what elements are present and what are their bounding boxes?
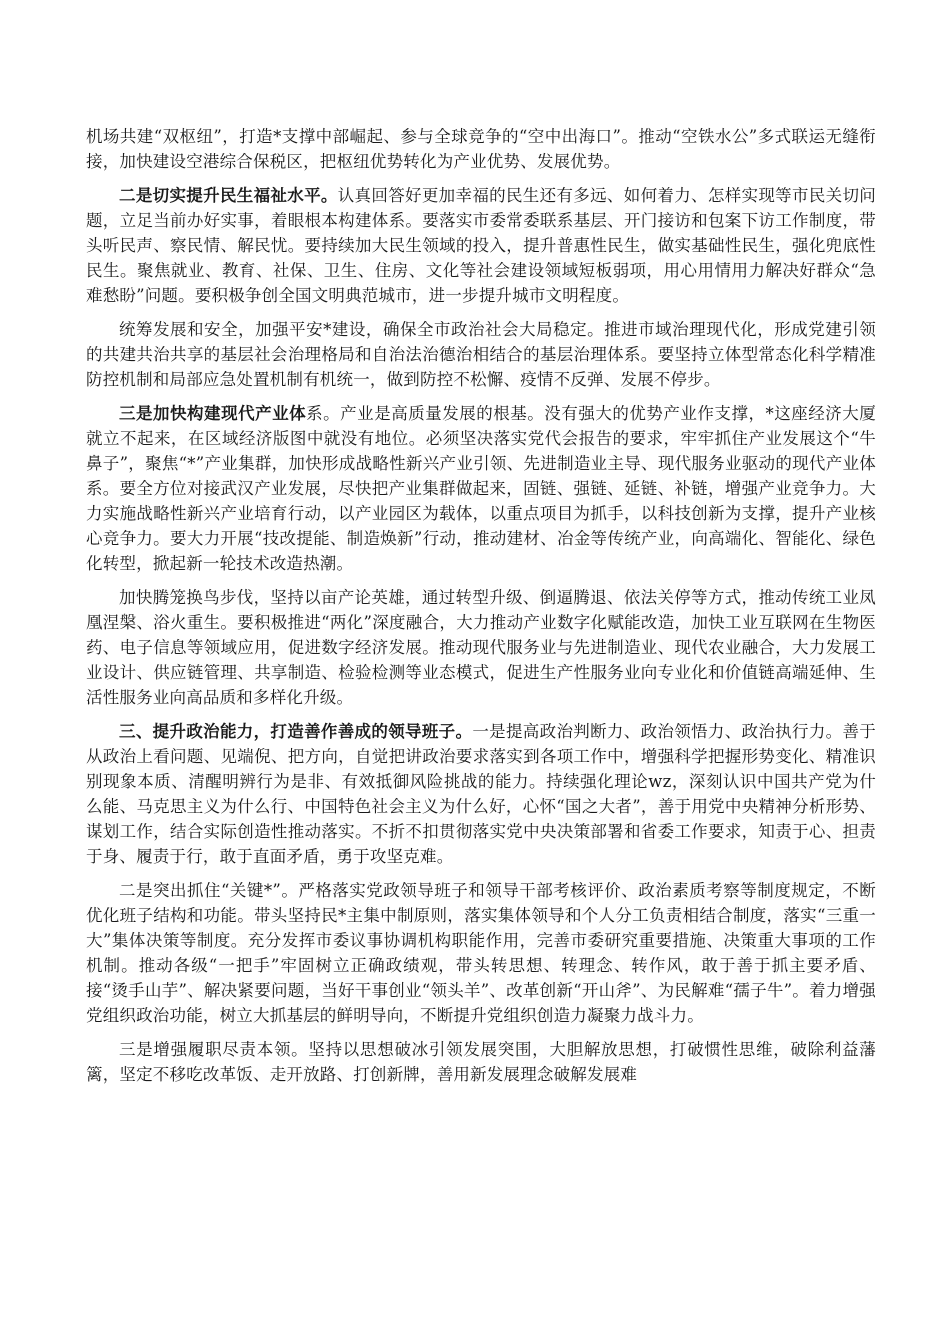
paragraph-6-body: 一是提高政治判断力、政治领悟力、政治执行力。善于从政治上看问题、见端倪、把方向，自觉把讲政治要求落实到各项工作中，增强科学把握形势变化、精准识别现象本质、清醒明辨行为是非、有效抵御风险挑战的能力。持续强化理论wz，深刻认识中国共产党为什么能、马克思主义为什么行、中国特色社会主义为什么好，心怀“国之大者”，善于用党中央精神分析形势、谋划工作，结合实际创造性推动落实。不折不扣贯彻落实党中央决策部署和省委工作要求，知责于心、担责于身、履责于行，敢于直面矛盾，勇于攻坚克难。 bbox=[86, 722, 876, 866]
paragraph-1 bbox=[86, 124, 876, 174]
paragraph-8-body: 三是增强履职尽责本领。坚持以思想破冰引领发展突围，大胆解放思想，打破惯性思维，破除利益藩篱，坚定不移吃改革饭、走开放路、打创新牌，善用新发展理念破解发展难 bbox=[86, 1040, 876, 1084]
document-page bbox=[86, 124, 876, 1096]
paragraph-2 bbox=[86, 183, 876, 308]
paragraph-4-heading: 三是加快构建现代产业体 bbox=[119, 404, 307, 423]
paragraph-7 bbox=[86, 878, 876, 1028]
paragraph-6-heading: 三、提升政治能力，打造善作善成的领导班子。 bbox=[119, 722, 473, 741]
paragraph-4 bbox=[86, 401, 876, 576]
paragraph-3 bbox=[86, 317, 876, 392]
paragraph-6 bbox=[86, 719, 876, 869]
paragraph-4-body: 系。产业是高质量发展的根基。没有强大的优势产业作支撑，*这座经济大厦就立不起来，在区域经济版图中就没有地位。必须坚决落实党代会报告的要求，牢牢抓住产业发展这个“牛鼻子”，聚焦“*”产业集群，加快形成战略性新兴产业引领、先进制造业主导、现代服务业驱动的现代产业体系。要全方位对接武汉产业发展，尽快把产业集群做起来，固链、强链、延链、补链，增强产业竞争力。大力实施战略性新兴产业培育行动，以产业园区为载体，以重点项目为抓手，以科技创新为支撑，提升产业核心竞争力。要大力开展“技改提能、制造焕新”行动，推动建材、冶金等传统产业，向高端化、智能化、绿色化转型，掀起新一轮技术改造热潮。 bbox=[86, 404, 876, 573]
paragraph-1-body: 机场共建“双枢纽”，打造*支撑中部崛起、参与全球竞争的“空中出海口”。推动“空铁水公”多式联运无缝衔接，加快建设空港综合保税区，把枢纽优势转化为产业优势、发展优势。 bbox=[86, 127, 876, 171]
paragraph-5-body: 加快腾笼换鸟步伐，坚持以亩产论英雄，通过转型升级、倒逼腾退、依法关停等方式，推动传统工业凤凰涅槃、浴火重生。要积极推进“两化”深度融合，大力推动产业数字化赋能改造，加快工业互联网在生物医药、电子信息等领域应用，促进数字经济发展。推动现代服务业与先进制造业、现代农业融合，大力发展工业设计、供应链管理、共享制造、检验检测等业态模式，促进生产性服务业向专业化和价值链高端延伸、生活性服务业向高品质和多样化升级。 bbox=[86, 588, 876, 707]
paragraph-8 bbox=[86, 1037, 876, 1087]
paragraph-2-body: 认真回答好更加幸福的民生还有多远、如何着力、怎样实现等市民关切问题，立足当前办好实事，着眼根本构建体系。要落实市委常委联系基层、开门接访和包案下访工作制度，带头听民声、察民情、解民忧。要持续加大民生领域的投入，提升普惠性民生，做实基础性民生，强化兜底性民生。聚焦就业、教育、社保、卫生、住房、文化等社会建设领域短板弱项，用心用情用力解决好群众“急难愁盼”问题。要积极争创全国文明典范城市，进一步提升城市文明程度。 bbox=[86, 186, 876, 305]
paragraph-7-body: 二是突出抓住“关键*”。严格落实党政领导班子和领导干部考核评价、政治素质考察等制度规定，不断优化班子结构和功能。带头坚持民*主集中制原则，落实集体领导和个人分工负责相结合制度，落实“三重一大”集体决策等制度。充分发挥市委议事协调机构职能作用，完善市委研究重要措施、决策重大事项的工作机制。推动各级“一把手”牢固树立正确政绩观，带头转思想、转理念、转作风，敢于善于抓主要矛盾、接“烫手山芋”、解决紧要问题，当好干事创业“领头羊”、改革创新“开山斧”、为民解难“孺子牛”。着力增强党组织政治功能，树立大抓基层的鲜明导向，不断提升党组织创造力凝聚力战斗力。 bbox=[86, 881, 876, 1025]
paragraph-5 bbox=[86, 585, 876, 710]
paragraph-2-heading: 二是切实提升民生福祉水平。 bbox=[119, 186, 338, 205]
paragraph-3-body: 统筹发展和安全，加强平安*建设，确保全市政治社会大局稳定。推进市域治理现代化，形成党建引领的共建共治共享的基层社会治理格局和自治法治德治相结合的基层治理体系。要坚持立体型常态化科学精准防控机制和局部应急处置机制有机统一，做到防控不松懈、疫情不反弹、发展不停步。 bbox=[86, 320, 876, 389]
